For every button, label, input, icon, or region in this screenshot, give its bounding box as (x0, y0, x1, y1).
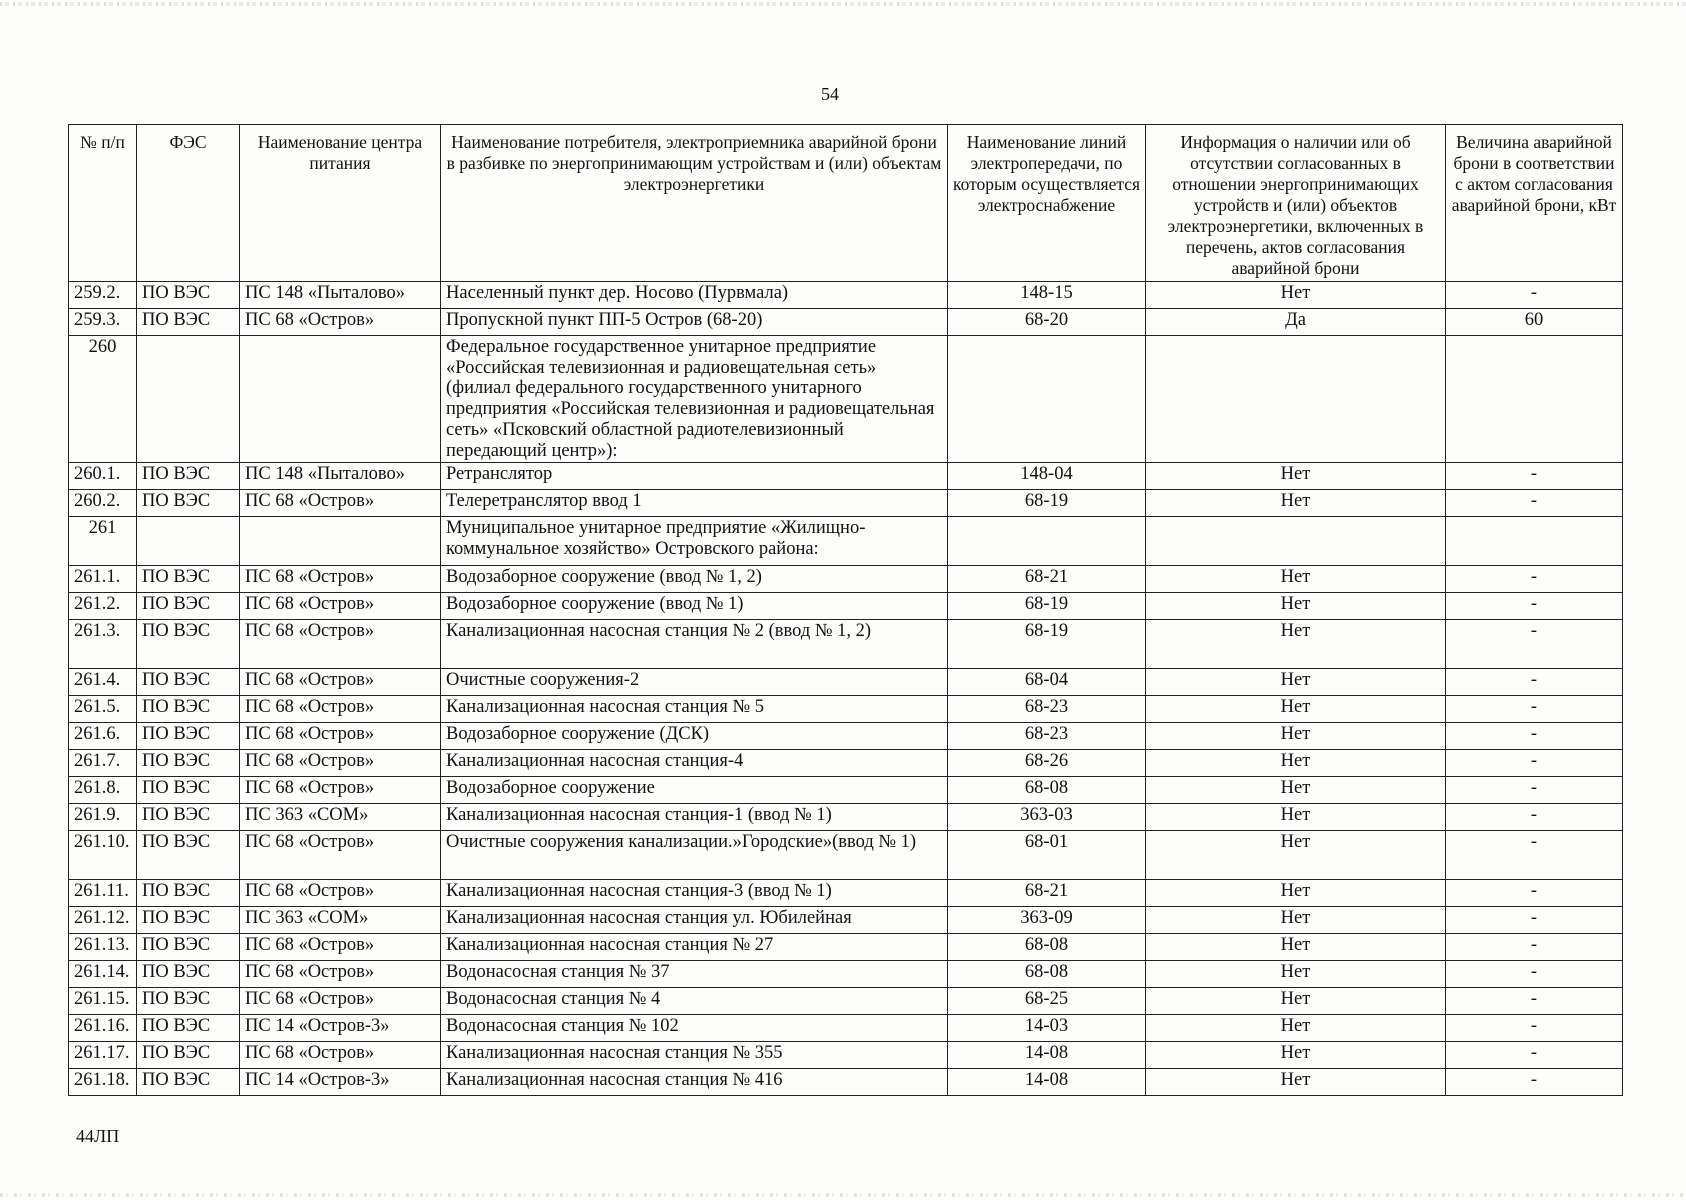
cell-consumer: Населенный пункт дер. Носово (Пурвмала) (441, 282, 948, 309)
table-row (69, 309, 1623, 336)
table-group-row (69, 336, 1623, 463)
cell-consumer: Водозаборное сооружение (ввод № 1) (441, 593, 948, 620)
cell-reserve-value: - (1446, 961, 1623, 988)
cell-consumer: Канализационная насосная станция-4 (441, 750, 948, 777)
cell-number: 261.14. (69, 961, 137, 988)
cell-power-line: 68-20 (948, 309, 1146, 336)
cell-fes: ПО ВЭС (137, 880, 240, 907)
cell-reserve-value: - (1446, 777, 1623, 804)
cell-agreement: Нет (1146, 988, 1446, 1015)
cell-agreement (1146, 336, 1446, 463)
table-row (69, 723, 1623, 750)
cell-agreement: Нет (1146, 1042, 1446, 1069)
cell-number: 260.2. (69, 490, 137, 517)
table-row (69, 934, 1623, 961)
table-row (69, 750, 1623, 777)
cell-agreement: Нет (1146, 723, 1446, 750)
cell-consumer: Канализационная насосная станция № 27 (441, 934, 948, 961)
table-group-row (69, 517, 1623, 566)
header-agreement-info: Информация о наличии или об отсутствии согласованных в отношении энергопринимающих устройств и (или) объектов электроэнергетики, включенных в перечень, актов согласования аварийной брони (1146, 125, 1446, 282)
cell-power-center: ПС 68 «Остров» (240, 880, 441, 907)
page-number: 54 (821, 84, 839, 104)
cell-power-line: 68-26 (948, 750, 1146, 777)
cell-power-center: ПС 363 «СОМ» (240, 907, 441, 934)
cell-power-line: 68-19 (948, 620, 1146, 669)
cell-fes: ПО ВЭС (137, 804, 240, 831)
cell-reserve-value: - (1446, 282, 1623, 309)
table-row (69, 463, 1623, 490)
cell-consumer: Пропускной пункт ПП-5 Остров (68-20) (441, 309, 948, 336)
cell-power-line: 68-21 (948, 566, 1146, 593)
cell-power-line: 68-08 (948, 961, 1146, 988)
cell-fes: ПО ВЭС (137, 593, 240, 620)
cell-fes: ПО ВЭС (137, 490, 240, 517)
cell-power-center: ПС 14 «Остров-3» (240, 1015, 441, 1042)
cell-power-line: 14-03 (948, 1015, 1146, 1042)
cell-agreement: Нет (1146, 1069, 1446, 1096)
cell-reserve-value: - (1446, 880, 1623, 907)
cell-power-center: ПС 68 «Остров» (240, 620, 441, 669)
cell-agreement: Нет (1146, 831, 1446, 880)
cell-consumer: Водонасосная станция № 102 (441, 1015, 948, 1042)
table-row (69, 961, 1623, 988)
cell-number: 261.3. (69, 620, 137, 669)
cell-power-center: ПС 68 «Остров» (240, 988, 441, 1015)
cell-power-center: ПС 68 «Остров» (240, 490, 441, 517)
cell-fes: ПО ВЭС (137, 463, 240, 490)
scan-edge-bottom (0, 1193, 1686, 1197)
cell-consumer: Водозаборное сооружение (ДСК) (441, 723, 948, 750)
cell-fes: ПО ВЭС (137, 750, 240, 777)
cell-power-line: 68-21 (948, 880, 1146, 907)
header-row (69, 125, 1623, 282)
cell-fes: ПО ВЭС (137, 669, 240, 696)
cell-fes: ПО ВЭС (137, 961, 240, 988)
cell-reserve-value: - (1446, 1069, 1623, 1096)
cell-consumer: Водонасосная станция № 37 (441, 961, 948, 988)
cell-agreement: Нет (1146, 282, 1446, 309)
cell-number: 261.2. (69, 593, 137, 620)
cell-consumer: Водозаборное сооружение (441, 777, 948, 804)
cell-reserve-value: - (1446, 831, 1623, 880)
cell-power-line: 68-04 (948, 669, 1146, 696)
cell-power-center (240, 517, 441, 566)
cell-consumer: Канализационная насосная станция № 2 (ввод № 1, 2) (441, 620, 948, 669)
cell-power-line: 14-08 (948, 1042, 1146, 1069)
cell-power-line: 148-04 (948, 463, 1146, 490)
table-row (69, 1069, 1623, 1096)
cell-power-line: 363-09 (948, 907, 1146, 934)
cell-number: 261.7. (69, 750, 137, 777)
cell-fes: ПО ВЭС (137, 1042, 240, 1069)
cell-power-center: ПС 68 «Остров» (240, 696, 441, 723)
header-number: № п/п (69, 125, 137, 282)
cell-power-center: ПС 148 «Пыталово» (240, 463, 441, 490)
cell-reserve-value: - (1446, 463, 1623, 490)
cell-power-line: 68-08 (948, 934, 1146, 961)
cell-power-line: 68-19 (948, 490, 1146, 517)
cell-fes: ПО ВЭС (137, 282, 240, 309)
cell-consumer: Канализационная насосная станция № 355 (441, 1042, 948, 1069)
cell-fes: ПО ВЭС (137, 566, 240, 593)
header-power-line: Наименование линий электропередачи, по которым осуществляется электроснабжение (948, 125, 1146, 282)
cell-power-center: ПС 68 «Остров» (240, 777, 441, 804)
cell-consumer: Канализационная насосная станция-3 (ввод № 1) (441, 880, 948, 907)
cell-fes: ПО ВЭС (137, 988, 240, 1015)
table-row (69, 282, 1623, 309)
cell-consumer: Канализационная насосная станция № 5 (441, 696, 948, 723)
table-row (69, 880, 1623, 907)
cell-number: 260.1. (69, 463, 137, 490)
table-row (69, 804, 1623, 831)
cell-fes: ПО ВЭС (137, 907, 240, 934)
cell-agreement: Нет (1146, 593, 1446, 620)
cell-power-center: ПС 14 «Остров-3» (240, 1069, 441, 1096)
cell-agreement: Нет (1146, 696, 1446, 723)
emergency-reserve-table (68, 124, 1623, 1096)
cell-number: 261.11. (69, 880, 137, 907)
cell-power-center: ПС 68 «Остров» (240, 961, 441, 988)
cell-reserve-value: - (1446, 988, 1623, 1015)
cell-power-center: ПС 68 «Остров» (240, 1042, 441, 1069)
cell-number: 261.9. (69, 804, 137, 831)
cell-power-center: ПС 68 «Остров» (240, 831, 441, 880)
cell-fes: ПО ВЭС (137, 309, 240, 336)
cell-consumer: Очистные сооружения канализации.»Городские»(ввод № 1) (441, 831, 948, 880)
table-row (69, 593, 1623, 620)
cell-number: 261.15. (69, 988, 137, 1015)
cell-reserve-value (1446, 336, 1623, 463)
cell-agreement: Нет (1146, 463, 1446, 490)
cell-power-center (240, 336, 441, 463)
table-body (69, 282, 1623, 1096)
cell-power-center: ПС 68 «Остров» (240, 723, 441, 750)
cell-power-line (948, 517, 1146, 566)
cell-reserve-value: - (1446, 593, 1623, 620)
cell-consumer: Канализационная насосная станция-1 (ввод № 1) (441, 804, 948, 831)
cell-power-line: 68-23 (948, 696, 1146, 723)
table-row (69, 777, 1623, 804)
cell-power-line (948, 336, 1146, 463)
cell-number: 261.17. (69, 1042, 137, 1069)
cell-agreement: Да (1146, 309, 1446, 336)
cell-consumer: Муниципальное унитарное предприятие «Жилищно-коммунальное хозяйство» Островского района: (441, 517, 948, 566)
cell-power-line: 68-23 (948, 723, 1146, 750)
cell-number: 259.2. (69, 282, 137, 309)
cell-fes: ПО ВЭС (137, 620, 240, 669)
table-row (69, 831, 1623, 880)
cell-agreement: Нет (1146, 934, 1446, 961)
cell-fes: ПО ВЭС (137, 1069, 240, 1096)
cell-consumer: Федеральное государственное унитарное предприятие «Российская телевизионная и радиовещательная сеть» (филиал федерального государственного унитарного предприятия «Российская телевизионная и радиовещательная сеть» «Псковский областной радиотелевизионный передающий центр»): (441, 336, 948, 463)
cell-consumer: Очистные сооружения-2 (441, 669, 948, 696)
cell-number: 261 (69, 517, 137, 566)
cell-number: 261.16. (69, 1015, 137, 1042)
cell-number: 260 (69, 336, 137, 463)
cell-power-center: ПС 68 «Остров» (240, 669, 441, 696)
cell-power-center: ПС 363 «СОМ» (240, 804, 441, 831)
table-row (69, 669, 1623, 696)
cell-reserve-value: - (1446, 750, 1623, 777)
header-fes: ФЭС (137, 125, 240, 282)
cell-consumer: Водонасосная станция № 4 (441, 988, 948, 1015)
cell-agreement: Нет (1146, 777, 1446, 804)
cell-reserve-value: - (1446, 566, 1623, 593)
document-code: 44ЛП (76, 1126, 120, 1146)
cell-reserve-value: 60 (1446, 309, 1623, 336)
table-row (69, 566, 1623, 593)
cell-fes: ПО ВЭС (137, 934, 240, 961)
cell-power-line: 363-03 (948, 804, 1146, 831)
cell-power-line: 68-19 (948, 593, 1146, 620)
cell-number: 261.18. (69, 1069, 137, 1096)
table-row (69, 620, 1623, 669)
scan-edge-top (0, 2, 1686, 6)
cell-power-center: ПС 68 «Остров» (240, 750, 441, 777)
table-row (69, 1015, 1623, 1042)
cell-power-line: 68-08 (948, 777, 1146, 804)
cell-agreement: Нет (1146, 490, 1446, 517)
cell-agreement: Нет (1146, 669, 1446, 696)
cell-reserve-value: - (1446, 907, 1623, 934)
cell-number: 261.8. (69, 777, 137, 804)
cell-fes: ПО ВЭС (137, 831, 240, 880)
cell-agreement: Нет (1146, 1015, 1446, 1042)
cell-number: 261.13. (69, 934, 137, 961)
cell-number: 261.4. (69, 669, 137, 696)
cell-reserve-value: - (1446, 1042, 1623, 1069)
cell-fes: ПО ВЭС (137, 1015, 240, 1042)
cell-number: 259.3. (69, 309, 137, 336)
cell-number: 261.5. (69, 696, 137, 723)
cell-reserve-value: - (1446, 620, 1623, 669)
cell-fes (137, 336, 240, 463)
cell-power-line: 68-25 (948, 988, 1146, 1015)
cell-fes: ПО ВЭС (137, 723, 240, 750)
table-row (69, 696, 1623, 723)
table-row (69, 907, 1623, 934)
cell-agreement (1146, 517, 1446, 566)
header-consumer: Наименование потребителя, электроприемника аварийной брони в разбивке по энергопринимающим устройствам и (или) объектам электроэнергетики (441, 125, 948, 282)
cell-reserve-value: - (1446, 490, 1623, 517)
cell-power-center: ПС 68 «Остров» (240, 593, 441, 620)
table-row (69, 988, 1623, 1015)
cell-reserve-value: - (1446, 1015, 1623, 1042)
cell-fes: ПО ВЭС (137, 696, 240, 723)
cell-agreement: Нет (1146, 750, 1446, 777)
cell-power-center: ПС 68 «Остров» (240, 566, 441, 593)
cell-agreement: Нет (1146, 880, 1446, 907)
cell-power-line: 14-08 (948, 1069, 1146, 1096)
cell-reserve-value (1446, 517, 1623, 566)
cell-power-line: 68-01 (948, 831, 1146, 880)
cell-consumer: Телеретранслятор ввод 1 (441, 490, 948, 517)
header-power-center: Наименование центра питания (240, 125, 441, 282)
cell-number: 261.1. (69, 566, 137, 593)
cell-number: 261.10. (69, 831, 137, 880)
header-reserve-value: Величина аварийной брони в соответствии с актом согласования аварийной брони, кВт (1446, 125, 1623, 282)
cell-power-center: ПС 68 «Остров» (240, 309, 441, 336)
cell-reserve-value: - (1446, 804, 1623, 831)
table-row (69, 1042, 1623, 1069)
cell-number: 261.12. (69, 907, 137, 934)
cell-power-center: ПС 148 «Пыталово» (240, 282, 441, 309)
cell-power-line: 148-15 (948, 282, 1146, 309)
cell-consumer: Ретранслятор (441, 463, 948, 490)
cell-agreement: Нет (1146, 804, 1446, 831)
cell-agreement: Нет (1146, 620, 1446, 669)
cell-consumer: Водозаборное сооружение (ввод № 1, 2) (441, 566, 948, 593)
cell-fes (137, 517, 240, 566)
cell-agreement: Нет (1146, 961, 1446, 988)
table-header (69, 125, 1623, 282)
table-row (69, 490, 1623, 517)
cell-power-center: ПС 68 «Остров» (240, 934, 441, 961)
cell-agreement: Нет (1146, 907, 1446, 934)
cell-consumer: Канализационная насосная станция № 416 (441, 1069, 948, 1096)
cell-fes: ПО ВЭС (137, 777, 240, 804)
cell-number: 261.6. (69, 723, 137, 750)
cell-consumer: Канализационная насосная станция ул. Юбилейная (441, 907, 948, 934)
cell-reserve-value: - (1446, 696, 1623, 723)
cell-agreement: Нет (1146, 566, 1446, 593)
cell-reserve-value: - (1446, 669, 1623, 696)
cell-reserve-value: - (1446, 934, 1623, 961)
cell-reserve-value: - (1446, 723, 1623, 750)
